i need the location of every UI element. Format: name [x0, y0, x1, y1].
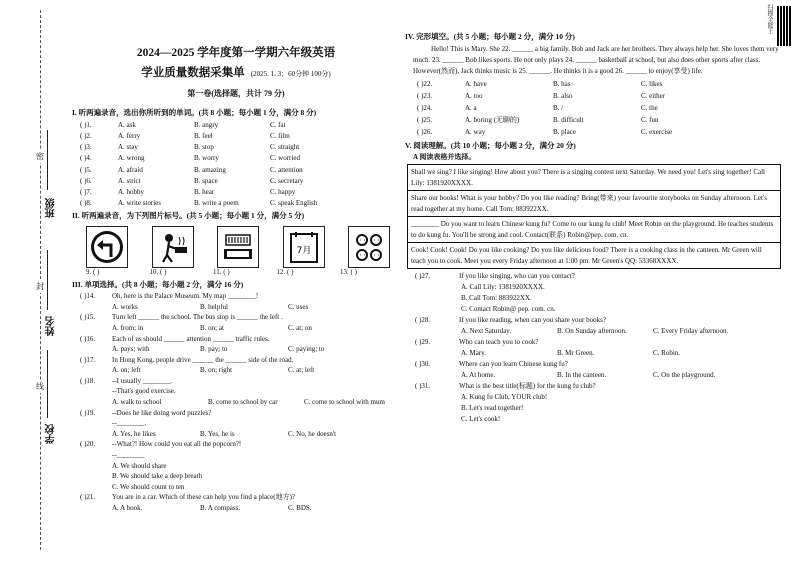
option-b: B. place: [553, 127, 576, 136]
option-a: A. stay: [118, 143, 138, 152]
school-blank[interactable]: [47, 350, 48, 418]
option-a: A. strict: [118, 176, 141, 185]
answer-slot[interactable]: ( )19.: [80, 408, 96, 417]
question-18: [72, 377, 400, 409]
list-item: [72, 131, 400, 142]
list-item: [405, 115, 783, 127]
section5-subtitle: A 阅读表格并选择。: [413, 152, 476, 161]
option-b: B. has: [553, 79, 571, 88]
option-a: A. a: [465, 103, 477, 112]
question-text: If you like reading, when can you share your books?: [459, 316, 606, 325]
option-c: C. the: [641, 103, 658, 112]
option-a: A. afraid: [118, 165, 143, 174]
option-a: A. from; in: [112, 323, 144, 332]
answer-slot[interactable]: ( )26.: [417, 127, 433, 136]
answer-slot[interactable]: ( )6.: [80, 176, 92, 185]
binding-margin: [0, 0, 78, 561]
list-item: [72, 154, 400, 165]
option-c: C. fat: [270, 120, 286, 129]
option-c: C. fun: [641, 115, 659, 124]
option-b: B. hear: [194, 187, 215, 196]
question-20: [72, 440, 400, 493]
section4-title: IV. 完形填空。(共 5 小题；每小题 2 分，满分 10 分): [405, 32, 575, 41]
option-b: B. write a poem: [194, 199, 239, 208]
option-c: C. attention: [270, 165, 303, 174]
option-a: A. boring (无聊的): [465, 115, 520, 124]
picture-row: [72, 224, 400, 268]
option-b: B. amazing: [194, 165, 226, 174]
answer-slot[interactable]: ( )18.: [80, 376, 96, 385]
question-text: Oh, here is the Palace Museum. My map ________!: [112, 292, 259, 301]
answer-slot[interactable]: ( )28.: [415, 316, 431, 325]
question-28: [405, 316, 783, 338]
option-a: A. ask: [118, 120, 136, 129]
option-b: B. /: [553, 103, 564, 112]
option-a: A. way: [465, 127, 486, 136]
option-a: A. Mary.: [461, 349, 487, 358]
picture-answer-slot[interactable]: 11. ( ): [213, 267, 230, 276]
option-a: A. works: [112, 302, 138, 311]
option-c: C. film: [270, 132, 290, 141]
question-text: --Does he like doing word puzzles?: [112, 408, 212, 417]
option-a: A. pays; with: [112, 345, 150, 354]
option-c: C. exercise: [641, 127, 673, 136]
option-c: C. come to school with mum: [304, 398, 385, 407]
option-c: C. worried: [270, 154, 300, 163]
section1-list: [72, 120, 400, 210]
question-14: [72, 292, 400, 313]
option-a: A. Kung fu Club, YOUR club!: [461, 393, 548, 402]
calendar-icon: [283, 226, 325, 268]
option-b: B. In the canteen.: [557, 371, 607, 380]
list-item: [72, 142, 400, 153]
notice-books: Share our books! What is your hobby? Do you like reading? Bring(带来) your favourite storybooks on Sunday afternoon. Let's read together at my home. Call Tom: 883922XX.: [408, 191, 780, 217]
option-c: C. On the playground.: [653, 371, 716, 380]
notice-kungfu: ________ Do you want to learn Chinese kung fu? Come to our kung fu club! Meet Robin on the playground. He teaches students to do kung fu. You'll be strong and cool. Contact(联系) Robin@pep. com. cn.: [408, 217, 780, 243]
section2-title: II. 听两遍录音，为下列图片标号。(共 5 小题；每小题 1 分，满分 5 分): [72, 211, 305, 221]
answer-slot[interactable]: ( )3.: [80, 143, 92, 152]
list-item: [405, 103, 783, 115]
option-b: B. worry: [194, 154, 219, 163]
answer-slot[interactable]: ( )23.: [417, 91, 433, 100]
option-a: A. walk to school: [112, 398, 162, 407]
question-text: --I usually ________.: [112, 376, 173, 385]
option-a: A. ferry: [118, 132, 141, 141]
list-item: [72, 120, 400, 131]
option-a: A. write stories: [118, 199, 161, 208]
option-c: C. Contact Robin@ pep. com. cn.: [461, 305, 556, 314]
question-29: [405, 338, 783, 360]
answer-slot[interactable]: ( )15.: [80, 313, 96, 322]
answer-slot[interactable]: ( )29.: [415, 338, 431, 347]
answer-slot[interactable]: ( )5.: [80, 165, 92, 174]
notice-singing: Shall we sing? I like singing! How about you? There is a singing contest next Saturday. We need you! Let's sing together! Call Lily: 1381920XXXX.: [408, 165, 780, 191]
list-item: [405, 79, 783, 91]
section1-title: I. 听两遍录音，选出你所听到的单词。(共 8 小题；每小题 1 分，满分 8 分): [72, 107, 317, 117]
option-c: C. secretary: [270, 176, 304, 185]
class-label: 班级: [46, 198, 57, 218]
option-b: B. on; right: [200, 366, 233, 375]
question-19: [72, 409, 400, 441]
section5-title: V. 阅读理解。(共 10 小题；每小题 2 分，满分 20 分): [405, 140, 576, 150]
answer-slot[interactable]: ( )24.: [417, 103, 433, 112]
option-b: B. come to school by car: [208, 398, 278, 407]
option-b: B. Let's read together!: [461, 404, 524, 413]
right-column: [405, 30, 783, 426]
option-c: C. speak English: [270, 199, 318, 208]
reading-books-icon: [217, 226, 259, 268]
option-b: B. Call Tom: 883922XX.: [461, 294, 532, 303]
option-a: A. Call Lily: 1381920XXXX.: [461, 283, 545, 292]
question-21: [72, 493, 400, 514]
option-c: C. Let's cook!: [461, 415, 501, 424]
school-label: 学校: [46, 424, 57, 444]
option-c: C. uses: [288, 302, 309, 311]
option-b: B. difficult: [553, 115, 584, 124]
option-c: C. Every Friday afternoon.: [653, 327, 729, 336]
seal-word-xian: 线: [36, 382, 44, 391]
answer-slot[interactable]: ( )22.: [417, 79, 433, 88]
option-c: C. either: [641, 91, 666, 100]
cloze-options: [405, 79, 783, 139]
option-a: A. A book.: [112, 504, 143, 513]
answer-slot[interactable]: ( )16.: [80, 334, 96, 343]
option-c: C. happy: [270, 187, 296, 196]
option-c: C. No, he doesn't: [288, 429, 337, 438]
option-b: B. stop: [194, 143, 214, 152]
option-c: C. likes: [641, 79, 663, 88]
answer-slot[interactable]: ( )20.: [80, 440, 96, 449]
question-reply: --________.: [112, 419, 147, 428]
exam-subtitle: 学业质量数据采集单: [141, 66, 245, 79]
option-a: A. We should share: [112, 461, 167, 470]
exam-meta: (2025. 1. 3；60分钟 100分): [250, 69, 331, 78]
option-b: B. feel: [194, 132, 213, 141]
question-text: --What?! How could you eat all the popcorn?!: [112, 440, 242, 449]
option-b: B. We should take a deep breath: [112, 472, 203, 481]
cloze-passage: Hello! This is Mary. She 22. ______ a big family. Bob and Jack are her brothers. They always help her. She loves them very much. 23. ______ Bob likes sports. He not only plays 24. ______ basketball at school, but also does other sports after class. However(然而), Jack thinks music is 25. ______. He thinks it is a good 26. ______ to enjoy(享受) life.: [413, 45, 779, 75]
answer-slot[interactable]: ( )8.: [80, 199, 92, 208]
option-b: B. space: [194, 176, 218, 185]
answer-slot[interactable]: ( )31.: [415, 382, 431, 391]
picture-answer-slot[interactable]: 13. ( ): [340, 267, 357, 276]
option-c: C. We should count to ten: [112, 482, 185, 491]
question-text: Each of us should ______ attention ______ traffic rules.: [112, 334, 270, 343]
notice-cooking: Cook! Cook! Cook! Do you like cooking? Do you like delicious food? There is a cooking class in the canteen. Mr Green will teach you to cook. Meet you every Friday afternoon at 1:00 pm. Mr Green's QQ: 53368XXXX.: [411, 246, 762, 265]
picture-number-row: [72, 268, 400, 277]
option-b: B. On Sunday afternoon.: [557, 327, 627, 336]
option-a: A. Yes, he likes: [112, 429, 156, 438]
name-label: 姓名: [46, 316, 57, 336]
option-b: B. angry: [194, 120, 219, 129]
question-text: Where can you learn Chinese kung fu?: [459, 360, 568, 369]
exam-title: 2024—2025 学年度第一学期六年级英语: [136, 47, 336, 59]
option-a: A. hobby: [118, 187, 145, 196]
option-c: C. BDS.: [288, 504, 312, 513]
option-a: A. have: [465, 79, 487, 88]
list-item: [72, 176, 400, 187]
question-text: What is the best title(标题) for the kung fu club?: [459, 382, 596, 391]
calendar-month: 7月: [296, 245, 311, 256]
question-reply: --________: [112, 451, 145, 460]
option-b: B. also: [553, 91, 573, 100]
question-17: [72, 356, 400, 377]
part1-heading: 第一卷(选择题，共计 79 分): [187, 89, 285, 99]
left-column: [72, 0, 400, 515]
option-b: B. pay; to: [200, 345, 228, 354]
option-c: C. Robin.: [653, 349, 681, 358]
list-item: [72, 165, 400, 176]
question-text: Who can teach you to cook?: [459, 338, 539, 347]
list-item: [405, 127, 783, 139]
option-b: B. on; at: [200, 323, 224, 332]
question-text: If you like singing, who can you contact?: [459, 272, 575, 281]
seal-word-mi: 密: [36, 152, 44, 161]
answer-slot[interactable]: ( )4.: [80, 154, 92, 163]
option-a: A. wrong: [118, 154, 145, 163]
question-reply: --That's good exercise.: [112, 387, 176, 396]
question-text: You are in a car. Which of these can help you find a place(地方)?: [112, 493, 296, 502]
list-item: [72, 198, 400, 209]
exam-subtitle-line: [72, 66, 400, 82]
question-27: [405, 272, 783, 316]
option-a: A. on; left: [112, 366, 141, 375]
picture-answer-slot[interactable]: 9. ( ): [86, 267, 100, 276]
question-15: [72, 313, 400, 334]
list-item: [72, 187, 400, 198]
option-a: A. too: [465, 91, 483, 100]
option-c: C. at; left: [288, 366, 315, 375]
question-30: [405, 360, 783, 382]
answer-slot[interactable]: ( )17.: [80, 355, 96, 364]
question-text: In Hong Kong, people drive ______ the ______ side of the road.: [112, 355, 294, 364]
seal-word-feng: 封: [36, 282, 44, 291]
class-blank[interactable]: [47, 130, 48, 190]
option-c: C. at; on: [288, 323, 312, 332]
question-31: [405, 382, 783, 426]
option-b: B. Yes, he is: [200, 429, 235, 438]
name-blank[interactable]: [47, 250, 48, 310]
reading-table: [407, 164, 781, 269]
friends-group-icon: [348, 226, 390, 268]
section3-title: III. 单项选择。(共 8 小题；每小题 2 分，满分 16 分): [72, 280, 244, 290]
option-c: C. straight: [270, 143, 300, 152]
option-b: B. A compass.: [200, 504, 241, 513]
picture-answer-slot[interactable]: 10. ( ): [149, 267, 167, 276]
answer-slot[interactable]: ( )7.: [80, 187, 92, 196]
question-16: [72, 335, 400, 356]
answer-slot[interactable]: ( )14.: [80, 292, 96, 301]
picture-answer-slot[interactable]: 12. ( ): [276, 267, 294, 276]
answer-slot[interactable]: ( )21.: [80, 493, 96, 502]
option-b: B. helpful: [200, 302, 228, 311]
turn-left-sign-icon: [86, 226, 128, 268]
scanner-watermark: 扫描全能王: [766, 4, 772, 34]
answer-slot[interactable]: ( )25.: [417, 115, 433, 124]
option-c: C. paying; to: [288, 345, 325, 354]
answer-slot[interactable]: ( )30.: [415, 360, 431, 369]
answer-slot[interactable]: ( )2.: [80, 132, 92, 141]
question-text: Turn left ______ the school. The bus stop is ______ the left .: [112, 313, 283, 322]
list-item: [405, 91, 783, 103]
option-b: B. Mr Green.: [557, 349, 595, 358]
answer-slot[interactable]: ( )1.: [80, 120, 92, 129]
option-a: A. At home.: [461, 371, 496, 380]
answer-slot[interactable]: ( )27.: [415, 272, 431, 281]
cooking-person-icon: [152, 226, 194, 268]
option-a: A. Next Saturday.: [461, 327, 512, 336]
